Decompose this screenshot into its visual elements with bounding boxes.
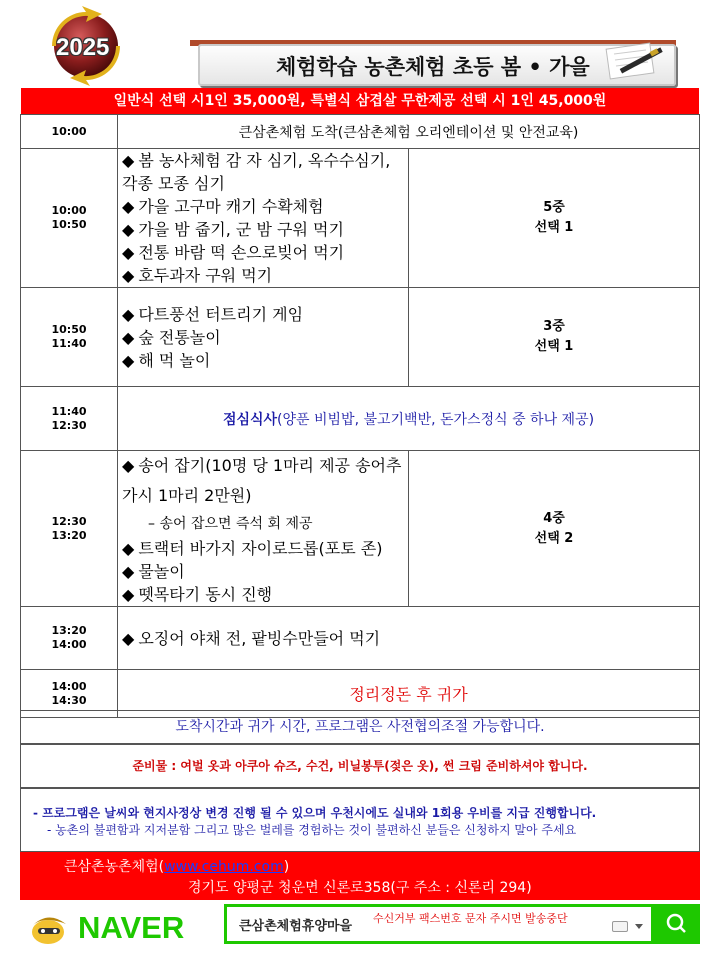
time-end: 14:30 (51, 693, 87, 707)
time-end: 14:00 (51, 638, 87, 651)
footer (20, 852, 700, 900)
time-start: 10:00 (51, 204, 87, 217)
list-item: ◆ 트랙터 바가지 자이로드롭(포토 존) (122, 539, 383, 558)
arrival-cell: 큰삼촌체험 도착(큰삼촌체험 오리엔테이션 및 안전교육) (118, 115, 700, 149)
table-row (21, 149, 700, 288)
choice-cell (409, 149, 700, 288)
choice-cell (409, 288, 700, 387)
choice-count: 4중 (543, 510, 565, 526)
lunch-title: 점심식사 (222, 411, 278, 428)
cancel-note (20, 788, 700, 852)
time-end: 12:30 (51, 418, 87, 432)
list-item: ◆ 물놀이 (122, 562, 185, 581)
price-banner: 일반식 선택 시1인 35,000원, 특별식 삼겹살 무한제공 선택 시 1인 45,000원 (21, 88, 699, 114)
website-link[interactable]: www.cehum.com (164, 859, 284, 875)
choice-select: 선택 2 (534, 530, 574, 546)
arrival-note: 도착시간과 귀가 시간, 프로그램은 사전협의조절 가능합니다. (20, 710, 700, 744)
choice-cell (409, 451, 700, 607)
list-item: ◆ 송어 잡기(10명 당 1마리 제공 송어추가시 1마리 2만원) (122, 456, 402, 505)
time-end: 13:20 (51, 528, 87, 542)
naver-logo: NAVER (78, 910, 185, 945)
pen-paper-icon (598, 40, 668, 80)
chevron-down-icon[interactable] (635, 924, 643, 929)
search-button[interactable] (654, 904, 700, 944)
keyboard-icon[interactable] (612, 921, 628, 932)
sub-note: – 송어 잡으면 즉석 회 제공 (148, 516, 313, 532)
page-title: 체험학습 농촌체험 초등 봄 • 가을 (276, 55, 590, 79)
time-cell (21, 115, 118, 149)
choice-select: 선택 1 (534, 339, 574, 354)
time-start: 13:20 (51, 624, 87, 637)
table-row (21, 451, 700, 607)
weather-note: - 프로그램은 날씨와 현지사정상 변경 진행 될 수 있으며 우천시에도 실내와 1회용 우비를 지급 진행합니다. (33, 806, 597, 820)
time-cell (21, 288, 118, 387)
schedule-table (20, 114, 700, 718)
time-cell (21, 387, 118, 451)
inconvenience-note: - 농촌의 불편함과 지저분함 그리고 많은 벌레를 경험하는 것이 불편하신 분들은 신청하지 말아 주세요 (47, 823, 577, 837)
list-item: ◆ 전통 바람 떡 손으로빚어 먹기 (122, 243, 345, 262)
time-start: 11:40 (51, 404, 87, 418)
list-item: ◆ 봄 농사체험 감 자 심기, 옥수수심기, 각종 모종 심기 (122, 151, 391, 193)
time-end: 10:50 (51, 218, 87, 231)
table-row (21, 387, 700, 451)
activity-cell (118, 607, 700, 670)
fax-overlay-text: 수신거부 팩스번호 문자 주시면 발송중단 (373, 912, 568, 925)
list-item: ◆ 가을 고구마 캐기 수확체험 (122, 197, 324, 216)
naver-mascot-icon (26, 906, 74, 948)
search-input[interactable] (239, 917, 379, 932)
time-start: 10:00 (51, 124, 87, 138)
time-cell (21, 451, 118, 607)
time-cell (21, 607, 118, 670)
time-end: 11:40 (51, 337, 87, 350)
list-item: ◆ 숲 전통놀이 (122, 327, 221, 347)
table-row (21, 288, 700, 387)
choice-count: 3중 (543, 319, 565, 334)
activity-cell (118, 451, 409, 607)
choice-select: 선택 1 (534, 220, 574, 235)
footer-name: 큰삼촌농촌체험(www.cehum.com) (64, 859, 290, 875)
list-item: ◆ 가을 밤 줍기, 군 밤 구워 먹기 (122, 220, 344, 239)
list-item: ◆ 호두과자 구워 먹기 (122, 266, 273, 285)
departure-cell: 정리정돈 후 귀가 (118, 670, 700, 718)
lunch-cell (118, 387, 700, 451)
time-cell (21, 149, 118, 288)
header (0, 0, 720, 88)
list-item: ◆ 오징어 야채 전, 팥빙수만들어 먹기 (122, 628, 381, 648)
footer-address: 경기도 양평군 청운면 신론로358(구 주소 : 신론리 294) (188, 880, 532, 896)
table-row (21, 115, 700, 149)
time-start: 10:50 (51, 323, 87, 336)
choice-count: 5중 (543, 200, 565, 215)
time-start: 14:00 (51, 679, 87, 693)
table-row (21, 607, 700, 670)
lunch-menu: (양푼 비빔밥, 불고기백반, 돈가스정식 중 하나 제공) (277, 411, 595, 428)
list-item: ◆ 뗏목타기 동시 진행 (122, 585, 273, 604)
activity-cell (118, 149, 409, 288)
search-icon (654, 904, 700, 944)
naver-search-bar (24, 904, 700, 950)
list-item: ◆ 다트풍선 터트리기 게임 (122, 304, 304, 324)
list-item: ◆ 해 먹 놀이 (122, 350, 211, 370)
search-box[interactable] (224, 904, 654, 944)
year-label: 2025 (56, 34, 110, 61)
activity-cell (118, 288, 409, 387)
preparation-note: 준비물 : 여벌 옷과 아쿠아 슈즈, 수건, 비닐봉투(젖은 옷), 썬 크림 준비하셔야 합니다. (20, 744, 700, 788)
time-start: 12:30 (51, 514, 87, 528)
